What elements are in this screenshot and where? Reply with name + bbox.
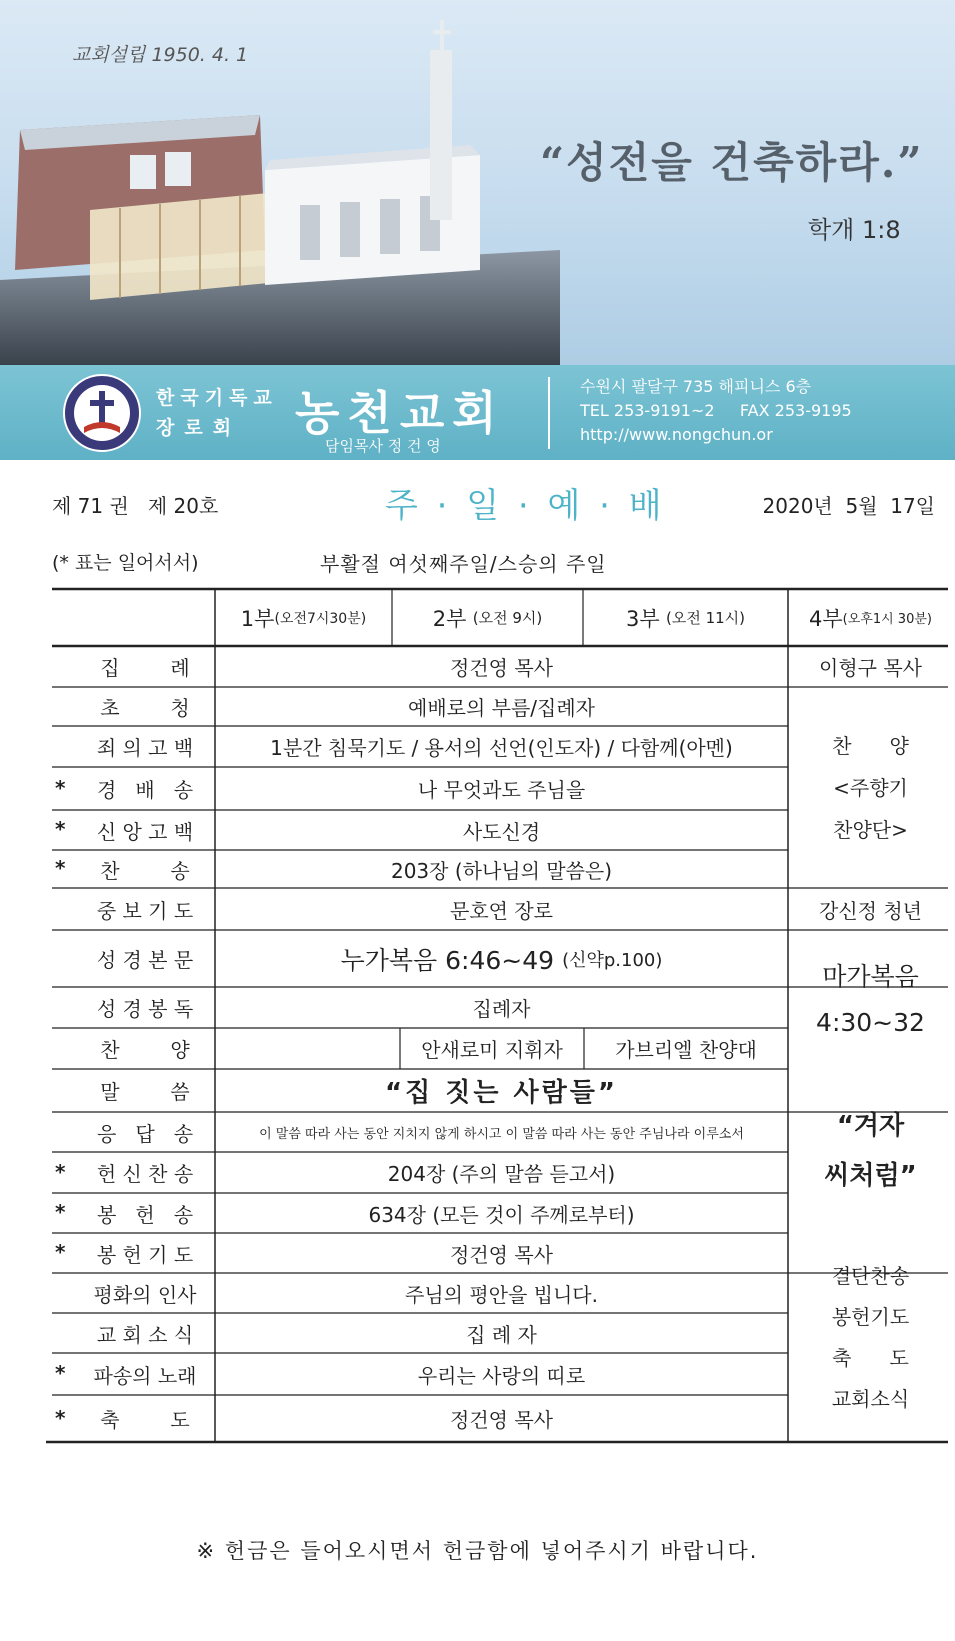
order-value bbox=[215, 687, 788, 726]
denomination-line1: 한국기독교 bbox=[156, 387, 278, 409]
order-value-text: “집 짓는 사람들” bbox=[385, 1078, 618, 1108]
service4-leader: 이형구 목사 bbox=[819, 656, 922, 680]
order-value-text: 문호연 장로 bbox=[450, 898, 553, 923]
service4-scripture bbox=[788, 930, 953, 1069]
order-value bbox=[215, 646, 788, 687]
order-label: 초 청 bbox=[100, 696, 190, 720]
order-value-text: 우리는 사랑의 띠로 bbox=[417, 1363, 586, 1388]
service4-closing bbox=[788, 1233, 953, 1442]
order-label: 봉 헌 송 bbox=[96, 1202, 194, 1227]
service-time: (오후1시 30분) bbox=[842, 612, 932, 627]
order-value bbox=[215, 1152, 788, 1193]
service-2-header bbox=[392, 589, 583, 646]
order-value-text: 집 례 자 bbox=[466, 1322, 537, 1347]
slogan-text: “성전을 건축하라.” bbox=[540, 138, 924, 187]
order-value bbox=[215, 888, 788, 930]
standing-marker: * bbox=[55, 817, 66, 841]
church-name: 농천교회 bbox=[295, 386, 505, 440]
order-value-text: 누가복음 6:46~49 bbox=[340, 945, 555, 975]
service-time: (오전7시30분) bbox=[274, 610, 367, 627]
address: 수원시 팔달구 735 해피니스 6층 bbox=[580, 377, 812, 396]
volume-issue: 제 71 권 제 20호 bbox=[52, 494, 219, 518]
order-value bbox=[215, 726, 788, 767]
order-value-text: 1분간 침묵기도 / 용서의 선언(인도자) / 다함께(아멘) bbox=[270, 736, 733, 760]
order-value bbox=[215, 1395, 788, 1442]
established-date: 교회설립 1950. 4. 1 bbox=[72, 44, 249, 66]
service-name: 3부 bbox=[625, 606, 660, 631]
denomination-line2: 장로회 bbox=[156, 417, 242, 439]
order-label: 성 경 봉 독 bbox=[96, 997, 194, 1021]
order-label: 축 도 bbox=[100, 1408, 190, 1432]
standing-marker: * bbox=[55, 1240, 66, 1264]
order-label: 중 보 기 도 bbox=[96, 898, 194, 923]
standing-marker: * bbox=[55, 1405, 66, 1430]
order-label: 파송의 노래 bbox=[93, 1363, 197, 1388]
order-value bbox=[215, 767, 788, 810]
bulletin-title: 주 · 일 · 예 · 배 bbox=[385, 486, 666, 526]
order-value bbox=[215, 1273, 788, 1313]
order-label: 응 답 송 bbox=[96, 1121, 194, 1146]
order-label: 신 앙 고 백 bbox=[96, 819, 194, 844]
sunday-subtitle: 부활절 여섯째주일/스승의 주일 bbox=[320, 552, 607, 576]
bulletin-date: 2020년 5월 17일 bbox=[762, 494, 935, 518]
order-value-text: 정건영 목사 bbox=[450, 656, 553, 680]
standing-marker: * bbox=[55, 856, 66, 880]
service-4-header bbox=[788, 589, 953, 646]
order-value-text: 주님의 평안을 빕니다. bbox=[405, 1282, 598, 1307]
closing-line2: 봉헌기도 bbox=[831, 1304, 910, 1329]
order-value-text: 사도신경 bbox=[462, 819, 541, 844]
praise-choir: 가브리엘 찬양대 bbox=[615, 1038, 757, 1062]
sermon-line1: “겨자 bbox=[836, 1111, 905, 1141]
service-time: (오전 9시) bbox=[472, 609, 543, 627]
order-value bbox=[215, 1069, 788, 1112]
service4-praise bbox=[788, 687, 953, 888]
standing-marker: * bbox=[55, 1159, 66, 1184]
slogan-verse: 학개 1:8 bbox=[808, 216, 901, 244]
standing-marker: * bbox=[55, 1361, 66, 1385]
closing-line4: 교회소식 bbox=[831, 1386, 910, 1411]
order-label: 봉 헌 기 도 bbox=[96, 1242, 194, 1267]
order-value bbox=[215, 1193, 788, 1233]
service4-intercession: 강신정 청년 bbox=[819, 898, 922, 923]
order-value bbox=[215, 1233, 788, 1273]
order-value-text: 203장 (하나님의 말씀은) bbox=[390, 858, 613, 883]
order-label: 헌 신 찬 송 bbox=[96, 1162, 194, 1186]
offering-notice: ※ 헌금은 들어오시면서 헌금함에 넣어주시기 바랍니다. bbox=[196, 1539, 759, 1563]
order-value bbox=[215, 987, 788, 1028]
order-label: 찬 송 bbox=[100, 858, 190, 883]
sermon-line2: 씨처럼” bbox=[824, 1161, 917, 1191]
scripture-book: 마가복음 bbox=[822, 961, 919, 991]
standing-marker: * bbox=[55, 775, 66, 800]
order-label: 교 회 소 식 bbox=[96, 1322, 194, 1347]
standing-marker: * bbox=[55, 1200, 66, 1224]
order-label: 집 례 bbox=[100, 656, 190, 680]
order-value-text: 집례자 bbox=[472, 997, 531, 1021]
service-name: 2부 bbox=[432, 606, 467, 631]
praise-line3: 찬양단> bbox=[833, 817, 908, 842]
order-value-text: 나 무엇과도 주님을 bbox=[417, 778, 586, 802]
praise-line2: <주향기 bbox=[833, 775, 908, 800]
order-value bbox=[215, 810, 788, 850]
order-value-note: (신약p.100) bbox=[562, 949, 663, 971]
closing-line3: 축 도 bbox=[832, 1345, 909, 1370]
order-value-text: 634장 (모든 것이 주께로부터) bbox=[368, 1202, 635, 1227]
praise-conductor: 안새로미 지휘자 bbox=[421, 1038, 563, 1062]
website-link[interactable]: http://www.nongchun.or bbox=[580, 425, 773, 444]
order-label: 죄 의 고 백 bbox=[96, 736, 194, 760]
order-value-text: 이 말씀 따라 사는 동안 지치지 않게 하시고 이 말씀 따라 사는 동안 주님나라 이루소서 bbox=[259, 1126, 744, 1142]
order-label: 찬 양 bbox=[100, 1038, 190, 1062]
scripture-verse: 4:30~32 bbox=[816, 1007, 925, 1037]
service4-sermon bbox=[788, 1069, 953, 1233]
order-value-text: 204장 (주의 말씀 듣고서) bbox=[387, 1162, 616, 1186]
standing-note: (* 표는 일어서서) bbox=[52, 552, 199, 574]
senior-pastor: 담임목사 정 건 영 bbox=[325, 437, 441, 455]
order-value bbox=[215, 1313, 788, 1353]
order-value-text: 정건영 목사 bbox=[450, 1408, 553, 1432]
service-name: 1부 bbox=[240, 606, 275, 631]
order-label: 경 배 송 bbox=[96, 778, 194, 802]
order-value-text: 예배로의 부름/집례자 bbox=[408, 696, 595, 720]
service-1-header bbox=[215, 589, 392, 646]
service-name: 4부 bbox=[809, 606, 843, 631]
order-value bbox=[215, 850, 788, 888]
order-value bbox=[215, 1112, 788, 1152]
order-label: 평화의 인사 bbox=[93, 1282, 197, 1307]
order-label: 성 경 본 문 bbox=[96, 948, 194, 972]
praise-line1: 찬 양 bbox=[832, 733, 909, 758]
service-3-header bbox=[583, 589, 788, 646]
phone-fax: TEL 253-9191~2 FAX 253-9195 bbox=[580, 401, 852, 420]
order-value-text: 정건영 목사 bbox=[450, 1242, 553, 1267]
order-value bbox=[215, 1353, 788, 1395]
service-time: (오전 11시) bbox=[665, 609, 746, 627]
order-label: 말 씀 bbox=[100, 1080, 190, 1104]
closing-line1: 결단찬송 bbox=[831, 1263, 910, 1288]
order-value bbox=[215, 930, 788, 987]
